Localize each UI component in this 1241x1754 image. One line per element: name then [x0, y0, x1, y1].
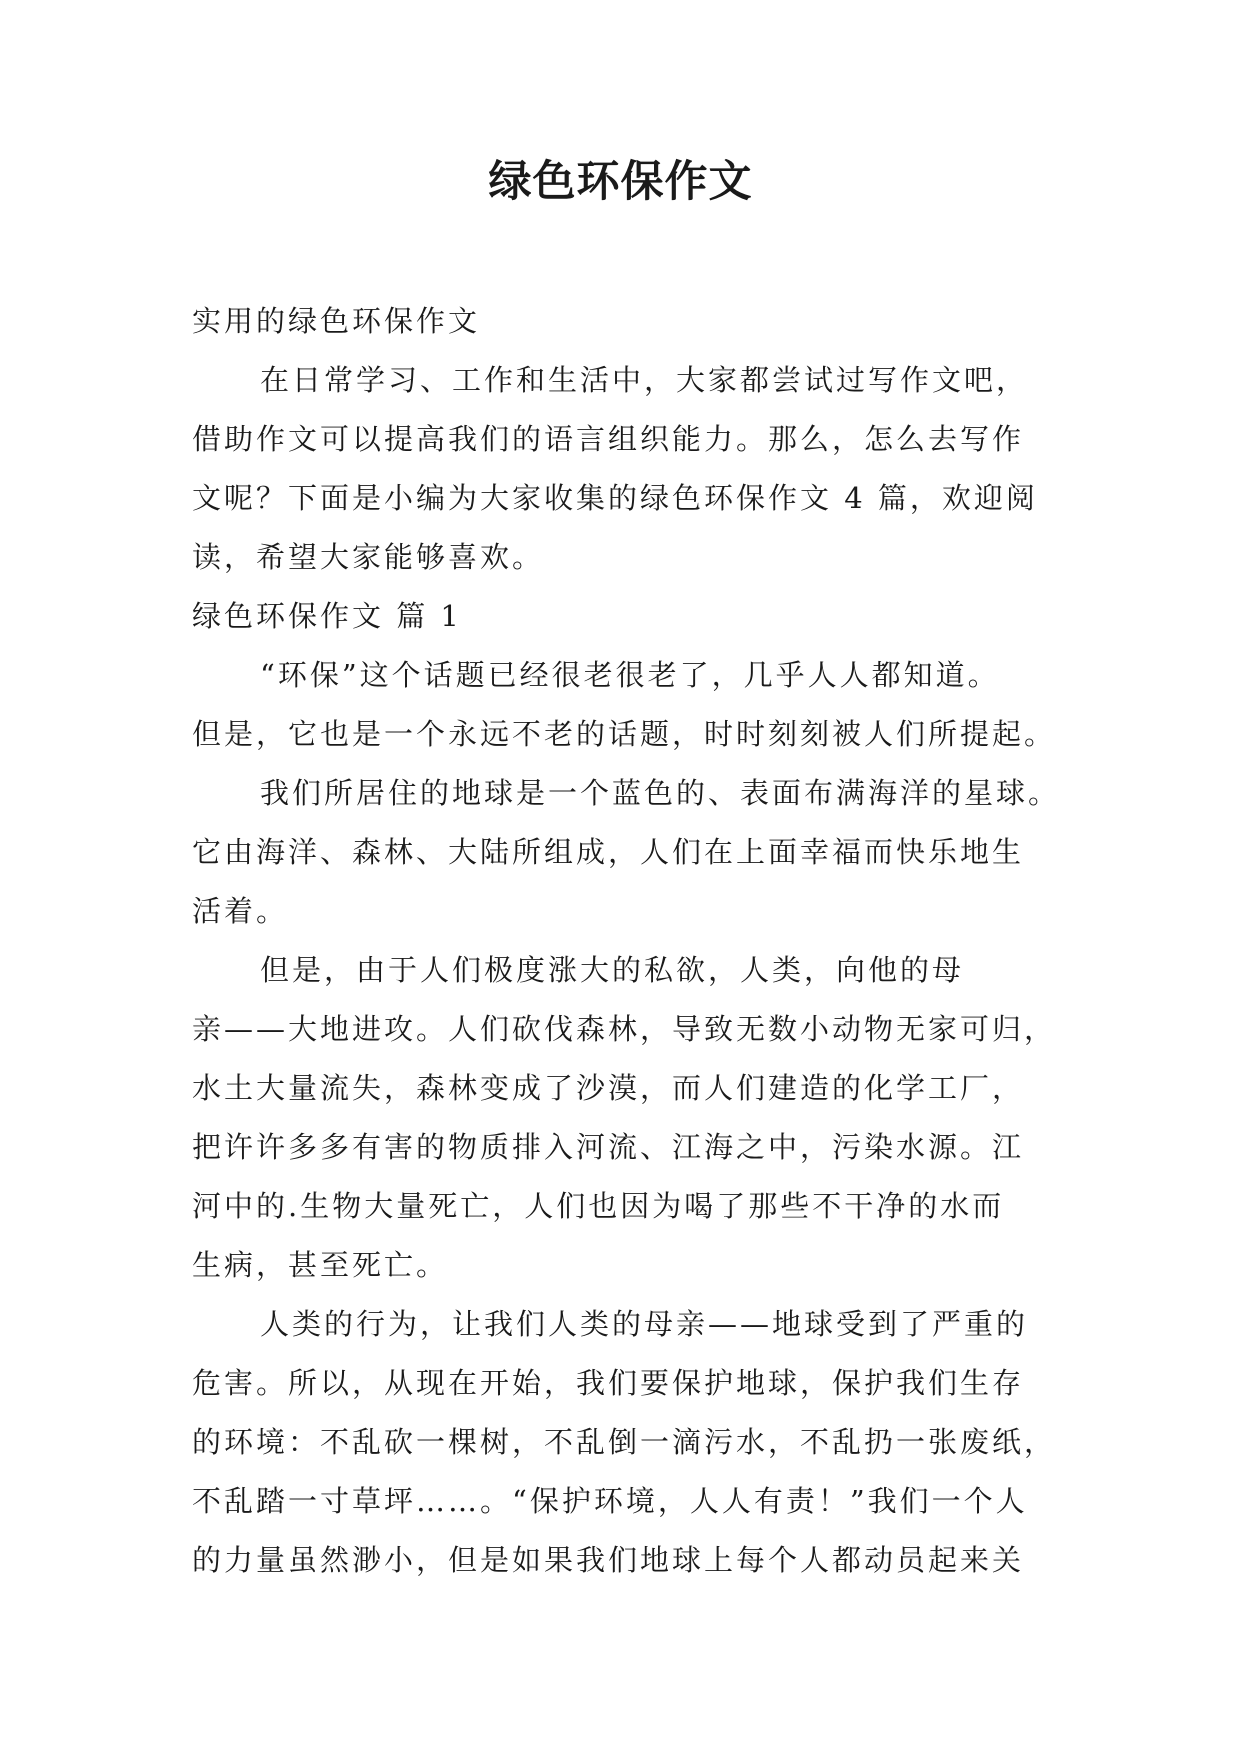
- paragraph-line: 我们所居住的地球是一个蓝色的、表面布满海洋的星球。: [260, 776, 1061, 810]
- paragraph-line: 活着。: [192, 894, 289, 928]
- paragraph-line: 的力量虽然渺小，但是如果我们地球上每个人都动员起来关: [192, 1543, 1025, 1577]
- paragraph-line: 河中的.生物大量死亡，人们也因为喝了那些不干净的水而: [192, 1189, 1005, 1223]
- paragraph-line: 亲——大地进攻。人们砍伐森林，导致无数小动物无家可归，: [192, 1012, 1057, 1046]
- paragraph-line: 把许许多多有害的物质排入河流、江海之中，污染水源。江: [192, 1130, 1025, 1164]
- paragraph-line: 的环境：不乱砍一棵树，不乱倒一滴污水，不乱扔一张废纸，: [192, 1425, 1057, 1459]
- paragraph-line: 不乱踏一寸草坪……。“保护环境，人人有责！”我们一个人: [192, 1484, 1028, 1518]
- subtitle-line: 实用的绿色环保作文: [192, 304, 481, 338]
- paragraph-line: 它由海洋、森林、大陆所组成，人们在上面幸福而快乐地生: [192, 835, 1025, 869]
- section-heading: 绿色环保作文 篇 1: [192, 599, 462, 633]
- intro-paragraph-line: 文呢？下面是小编为大家收集的绿色环保作文 4 篇，欢迎阅: [192, 481, 1038, 515]
- paragraph-line: 生病，甚至死亡。: [192, 1248, 449, 1282]
- paragraph-line: “环保”这个话题已经很老很老了，几乎人人都知道。: [260, 658, 1000, 692]
- intro-paragraph-line: 借助作文可以提高我们的语言组织能力。那么，怎么去写作: [192, 422, 1025, 456]
- paragraph-line: 危害。所以，从现在开始，我们要保护地球，保护我们生存: [192, 1366, 1025, 1400]
- document-body: [192, 292, 1061, 1590]
- paragraph-line: 但是，由于人们极度涨大的私欲，人类，向他的母: [260, 953, 965, 987]
- intro-paragraph-line: 在日常学习、工作和生活中，大家都尝试过写作文吧，: [260, 363, 1029, 397]
- document-title: 绿色环保作文: [488, 157, 753, 207]
- intro-paragraph-line: 读，希望大家能够喜欢。: [192, 540, 545, 574]
- paragraph-line: 水土大量流失，森林变成了沙漠，而人们建造的化学工厂，: [192, 1071, 1025, 1105]
- paragraph-line: 但是，它也是一个永远不老的话题，时时刻刻被人们所提起。: [192, 717, 1057, 751]
- paragraph-line: 人类的行为，让我们人类的母亲——地球受到了严重的: [260, 1307, 1029, 1341]
